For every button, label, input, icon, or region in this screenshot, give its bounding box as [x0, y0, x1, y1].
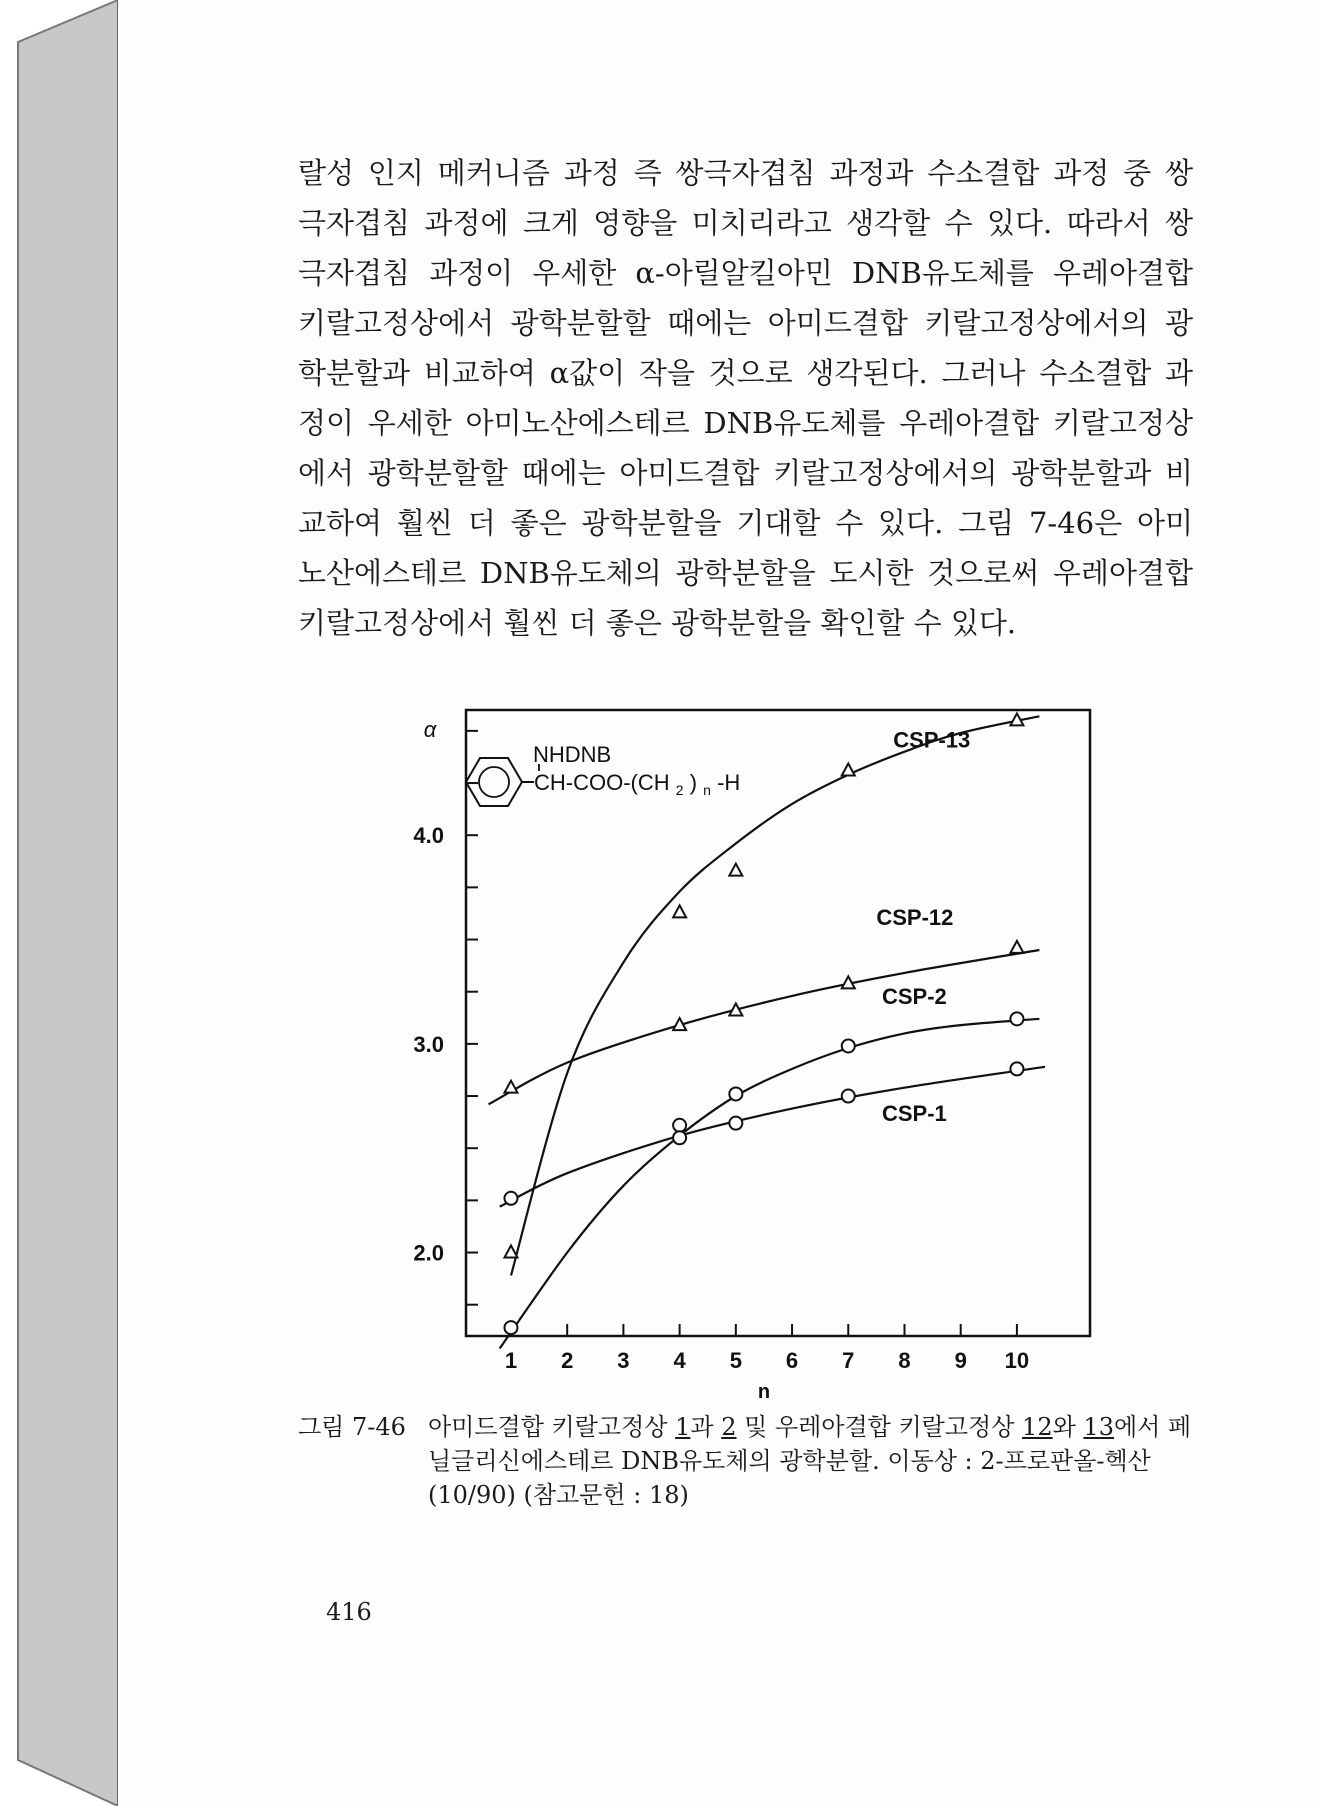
x-tick-label: 5: [729, 1348, 742, 1373]
caption-ref-12: 12: [1022, 1413, 1053, 1441]
data-point-csp-12: [1010, 941, 1023, 953]
data-point-csp-2: [673, 1119, 686, 1132]
y-axis-label: α: [423, 717, 437, 743]
text-line: 노산에스테르 DNB유도체의 광학분할을 도시한 것으로써 우레아결합: [298, 556, 1193, 590]
caption-part: 및 우레아결합 키랄고정상: [736, 1413, 1023, 1441]
body-paragraph: [298, 148, 1193, 648]
structure-nhdnb: NHDNB: [533, 742, 612, 767]
structure-sub-2: 2: [675, 782, 684, 798]
text-line: 교하여 훨씬 더 좋은 광학분할을 기대할 수 있다. 그림 7-46은 아미: [298, 506, 1193, 540]
structure-formula: [534, 770, 740, 800]
structure-chain: CH-COO-(CH: [534, 770, 670, 795]
text-line: 극자겹침 과정이 우세한 α-아릴알킬아민 DNB유도체를 우레아결합: [298, 256, 1193, 290]
series-label-csp-12: CSP-12: [876, 904, 954, 930]
series-line-csp-1: [500, 1067, 1045, 1207]
x-tick-label: 4: [673, 1348, 686, 1373]
chart-svg: [400, 700, 1120, 1410]
text-line: 정이 우세한 아미노산에스테르 DNB유도체를 우레아결합 키랄고정상: [298, 406, 1193, 440]
benzene-ring-icon: [466, 758, 539, 806]
x-tick-label: 2: [561, 1348, 574, 1373]
chart-layer: [413, 713, 1045, 1403]
caption-ref-1: 1: [675, 1413, 691, 1441]
text-line: 에서 광학분할할 때에는 아미드결합 키랄고정상에서의 광학분할과 비: [298, 456, 1193, 490]
series-label-csp-13: CSP-13: [893, 727, 971, 753]
structure-end: -H: [717, 770, 741, 795]
x-tick-label: 9: [954, 1348, 967, 1373]
caption-ref-2: 2: [721, 1413, 737, 1441]
x-tick-label: 8: [898, 1348, 911, 1373]
structure-close-paren: ): [689, 770, 698, 795]
x-tick-label: 7: [842, 1348, 855, 1373]
series-line-csp-13: [511, 716, 1039, 1275]
text-line: 랄성 인지 메커니즘 과정 즉 쌍극자겹침 과정과 수소결합 과정 중 쌍: [298, 156, 1193, 190]
text-line: 극자겹침 과정에 크게 영향을 미치리라고 생각할 수 있다. 따라서 쌍: [298, 206, 1193, 240]
data-point-csp-13: [504, 1246, 517, 1258]
data-point-csp-1: [673, 1131, 686, 1144]
y-tick-label: 2.0: [413, 1240, 444, 1266]
figure-chart: [400, 700, 1120, 1410]
x-tick-label: 10: [1004, 1348, 1030, 1373]
x-tick-label: 3: [617, 1348, 630, 1373]
text-line: 키랄고정상에서 광학분할할 때에는 아미드결합 키랄고정상에서의 광: [298, 306, 1193, 340]
caption-ref-13: 13: [1083, 1413, 1114, 1441]
y-tick-label: 4.0: [413, 823, 444, 849]
series-label-csp-1: CSP-1: [882, 1101, 947, 1127]
data-point-csp-2: [1010, 1012, 1023, 1025]
data-point-csp-13: [729, 864, 742, 876]
caption-text: [428, 1410, 1193, 1512]
data-point-csp-12: [504, 1081, 517, 1093]
data-point-csp-2: [729, 1087, 742, 1100]
x-tick-label: 1: [504, 1348, 518, 1373]
caption-part: 과: [690, 1413, 722, 1441]
caption-part: 와: [1052, 1413, 1084, 1441]
data-point-csp-1: [1010, 1062, 1023, 1075]
series-label-csp-2: CSP-2: [882, 984, 947, 1010]
text-line: 키랄고정상에서 훨씬 더 좋은 광학분할을 확인할 수 있다.: [298, 606, 1017, 640]
data-point-csp-13: [673, 905, 686, 917]
caption-part: 에서 페닐글리신에스테르 DNB유도체의 광학분할. 이동상 : 2-프로판올-헥산(10/90) (참고문헌 : 18): [428, 1413, 1192, 1509]
data-point-csp-1: [729, 1117, 742, 1130]
data-point-csp-2: [842, 1039, 855, 1052]
data-point-csp-1: [504, 1192, 517, 1205]
caption-part: 아미드결합 키랄고정상: [428, 1413, 676, 1441]
text-line: 학분할과 비교하여 α값이 작을 것으로 생각된다. 그러나 수소결합 과: [298, 356, 1193, 390]
page-number: 416: [326, 1598, 372, 1626]
y-tick-label: 3.0: [413, 1031, 444, 1057]
x-tick-label: 6: [785, 1348, 799, 1373]
data-point-csp-13: [842, 764, 855, 776]
data-point-csp-1: [842, 1090, 855, 1103]
caption-label: 그림 7-46: [298, 1413, 406, 1441]
structure-sub-n: n: [703, 782, 711, 798]
series-line-csp-2: [500, 1019, 1040, 1349]
x-axis-label: n: [757, 1381, 771, 1403]
data-point-csp-2: [504, 1321, 517, 1334]
